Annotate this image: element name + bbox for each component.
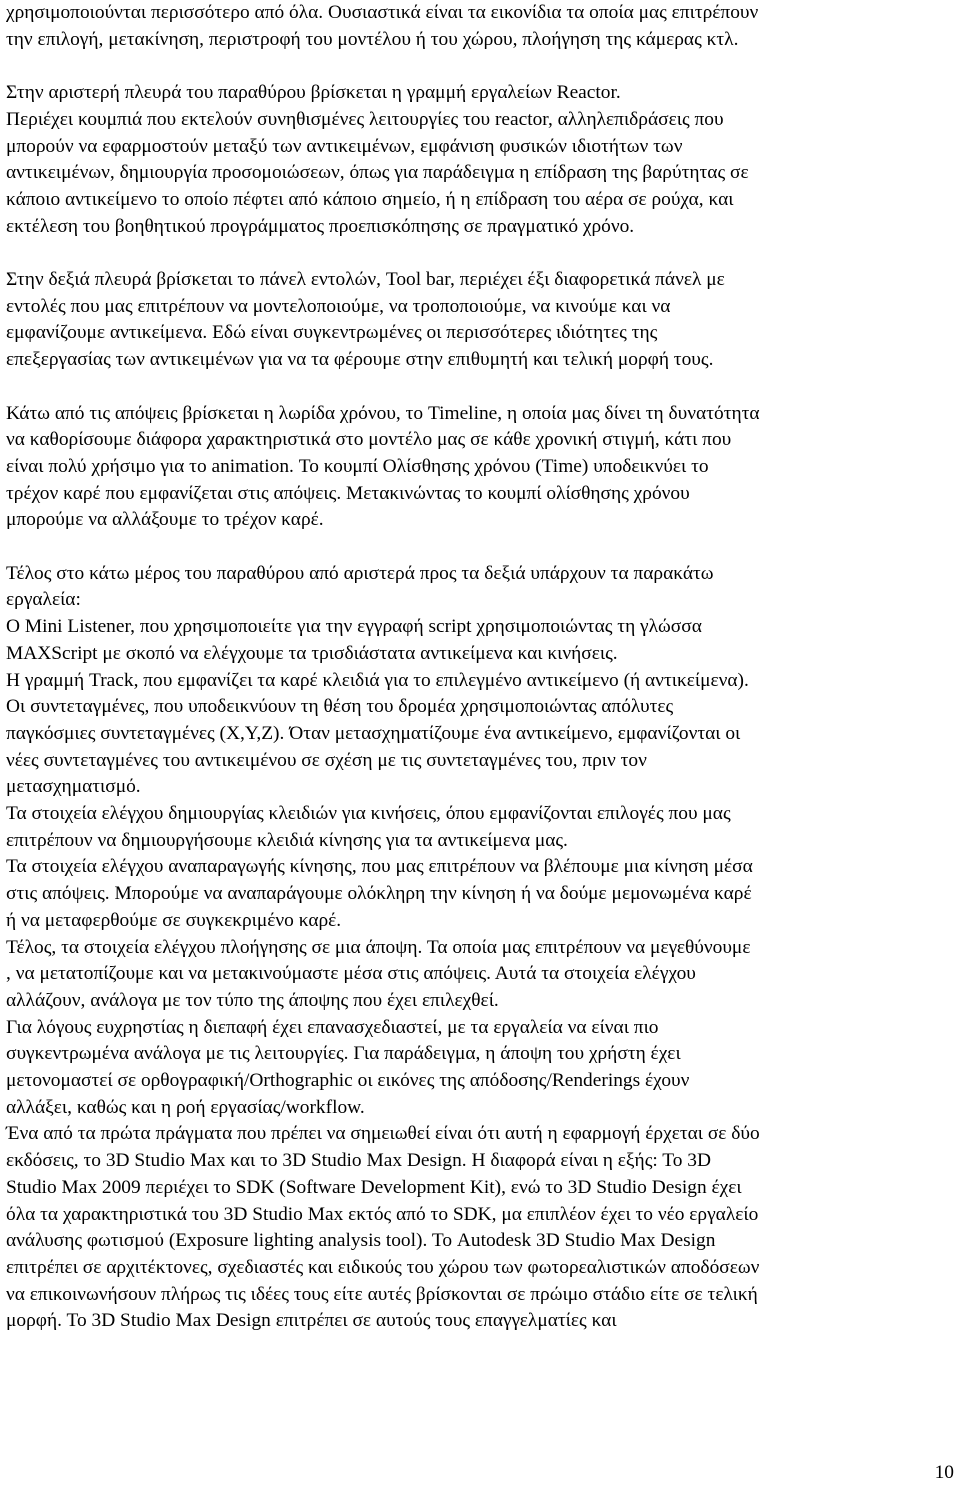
text-line: Studio Max 2009 περιέχει το SDK (Software Development Kit), ενώ το 3D Studio Design έχει (6, 1176, 742, 1198)
text-line: να καθορίσουμε διάφορα χαρακτηριστικά στο μοντέλο μας σε κάθε χρονική στιγμή, κάτι που (6, 429, 732, 451)
paragraph-timeline (6, 401, 958, 535)
text-line: παγκόσμιες συντεταγμένες (X,Y,Z). Όταν μετασχηματίζουμε ένα αντικείμενο, εμφανίζονται οι (6, 722, 741, 744)
text-line: Για λόγους ευχρηστίας η διεπαφή έχει επανασχεδιαστεί, με τα εργαλεία να είναι πιο (6, 1016, 659, 1038)
text-line: ανάλυσης φωτισμού (Exposure lighting analysis tool). Το Autodesk 3D Studio Max Design (6, 1230, 716, 1252)
text-line: κάποιο αντικείμενο το οποίο πέφτει από κάποιο σημείο, ή η επίδραση του αέρα σε ρούχα, και (6, 188, 734, 210)
text-line: όλα τα χαρακτηριστικά του 3D Studio Max εκτός από το SDK, μα επιπλέον έχει το νέο εργαλείο (6, 1203, 759, 1225)
text-line: εντολές που μας επιτρέπουν να μοντελοποιούμε, να τροποποιούμε, να κινούμε και να (6, 295, 671, 317)
text-line: Περιέχει κουμπιά που εκτελούν συνηθισμένες λειτουργίες του reactor, αλληλεπιδράσεις που (6, 108, 724, 130)
text-line: Η γραμμή Track, που εμφανίζει τα καρέ κλειδιά για το επιλεγμένο αντικείμενο (ή αντικείμενα). (6, 669, 749, 691)
text-line: μετασχηματισμό. (6, 776, 141, 798)
paragraph-reactor (6, 80, 958, 240)
text-line: στις απόψεις. Μπορούμε να αναπαράγουμε ολόκληρη την κίνηση ή να δούμε μεμονωμένα καρέ (6, 883, 752, 905)
text-line: να επικοινωνήσουν πλήρως τις ιδέες τους είτε αυτές βρίσκονται σε πρώιμο στάδιο είτε σε τελική (6, 1283, 758, 1305)
paragraph-gap (6, 374, 958, 401)
text-line: Τα στοιχεία ελέγχου δημιουργίας κλειδιών για κινήσεις, όπου εμφανίζονται επιλογές που μας (6, 803, 731, 825)
paragraph-gap (6, 534, 958, 561)
text-line: αντικειμένων, δημιουργία προσομοιώσεων, όπως για παράδειγμα η επίδραση της βαρύτητας σε (6, 162, 749, 184)
text-line: εκδόσεις, το 3D Studio Max και το 3D Studio Max Design. Η διαφορά είναι η εξής: Το 3D (6, 1150, 712, 1172)
text-line: Τα στοιχεία ελέγχου αναπαραγωγής κίνησης, που μας επιτρέπουν να βλέπουμε μια κίνηση μέσα (6, 856, 753, 878)
text-line: συγκεντρωμένα ανάλογα με τις λειτουργίες. Για παράδειγμα, η άποψη του χρήστη έχει (6, 1043, 681, 1065)
text-line: μετονομαστεί σε ορθογραφική/Orthographic οι εικόνες της απόδοσης/Renderings έχουν (6, 1070, 690, 1092)
paragraph-command-panel (6, 267, 958, 374)
text-line: Κάτω από τις απόψεις βρίσκεται η λωρίδα χρόνου, το Timeline, η οποία μας δίνει τη δυνατότητα (6, 402, 760, 424)
text-line: Ένα από τα πρώτα πράγματα που πρέπει να σημειωθεί είναι ότι αυτή η εφαρμογή έρχεται σε δύο (6, 1123, 760, 1145)
text-line: επεξεργασίας των αντικειμένων για να τα φέρουμε στην επιθυμητή και τελική μορφή τους. (6, 349, 714, 371)
paragraph-bottom-tools (6, 561, 958, 1335)
text-line: Στην δεξιά πλευρά βρίσκεται το πάνελ εντολών, Tool bar, περιέχει έξι διαφορετικά πάνελ με (6, 269, 725, 290)
text-line: ή να μεταφερθούμε σε συγκεκριμένο καρέ. (6, 909, 342, 931)
text-line: εμφανίζουμε αντικείμενα. Εδώ είναι συγκεντρωμένες οι περισσότερες ιδιότητες της (6, 322, 658, 344)
text-line: τρέχον καρέ που εμφανίζεται στις απόψεις. Μετακινώντας το κουμπί ολίσθησης χρόνου (6, 482, 690, 504)
text-line: Τέλος, τα στοιχεία ελέγχου πλοήγησης σε μια άποψη. Τα οποία μας επιτρέπουν να μεγεθύνουμε (6, 936, 751, 958)
text-line: αλλάξει, καθώς και η ροή εργασίας/workflow. (6, 1096, 365, 1118)
text-line: αλλάζουν, ανάλογα με τον τύπο της άποψης που έχει επιλεχθεί. (6, 989, 499, 1011)
text-line: εκτέλεση του βοηθητικού προγράμματος προεπισκόπησης σε πραγματικό χρόνο. (6, 215, 635, 237)
paragraph-gap (6, 240, 958, 267)
text-line: επιτρέπει σε αρχιτέκτονες, σχεδιαστές και ειδικούς του χώρου των φωτορεαλιστικών αποδόσεων (6, 1256, 760, 1278)
paragraph-gap (6, 53, 958, 80)
text-line: επιτρέπουν να δημιουργήσουμε κλειδιά κίνησης για τα αντικείμενα μας. (6, 829, 568, 851)
text-line: είναι πολύ χρήσιμο για το animation. Το κουμπί Ολίσθησης χρόνου (Time) υποδεικνύει το (6, 455, 709, 477)
text-line: την επιλογή, μετακίνηση, περιστροφή του μοντέλου ή του χώρου, πλοήγηση της κάμερας κτλ. (6, 28, 739, 50)
text-line: μπορούμε να αλλάξουμε το τρέχον καρέ. (6, 509, 324, 531)
text-line: Οι συντεταγμένες, που υποδεικνύουν τη θέση του δρομέα χρησιμοποιώντας απόλυτες (6, 696, 674, 718)
document-page (6, 0, 958, 1335)
text-line: μορφή. Το 3D Studio Max Design επιτρέπει σε αυτούς τους επαγγελματίες και (6, 1310, 617, 1332)
text-line: χρησιμοποιούνται περισσότερο από όλα. Ουσιαστικά είναι τα εικονίδια τα οποία μας επιτρέπουν (6, 2, 759, 23)
paragraph-icons (6, 0, 958, 53)
text-line: , να μετατοπίζουμε και να μετακινούμαστε μέσα στις απόψεις. Αυτά τα στοιχεία ελέγχου (6, 963, 696, 985)
text-line: Τέλος στο κάτω μέρος του παραθύρου από αριστερά προς τα δεξιά υπάρχουν τα παρακάτω (6, 562, 714, 584)
text-line: Στην αριστερή πλευρά του παραθύρου βρίσκεται η γραμμή εργαλείων Reactor. (6, 82, 621, 104)
text-line: εργαλεία: (6, 589, 81, 611)
text-line: MAXScript με σκοπό να ελέγχουμε τα τρισδιάστατα αντικείμενα και κινήσεις. (6, 642, 618, 664)
text-line: μπορούν να εφαρμοστούν μεταξύ των αντικειμένων, εμφάνιση φυσικών ιδιοτήτων των (6, 135, 683, 157)
text-line: νέες συντεταγμένες του αντικειμένου σε σχέση με τις συντεταγμένες του, πριν τον (6, 749, 647, 771)
page-number: 10 (934, 1462, 954, 1483)
text-line: Ο Mini Listener, που χρησιμοποιείτε για την εγγραφή script χρησιμοποιώντας τη γλώσσα (6, 616, 702, 638)
